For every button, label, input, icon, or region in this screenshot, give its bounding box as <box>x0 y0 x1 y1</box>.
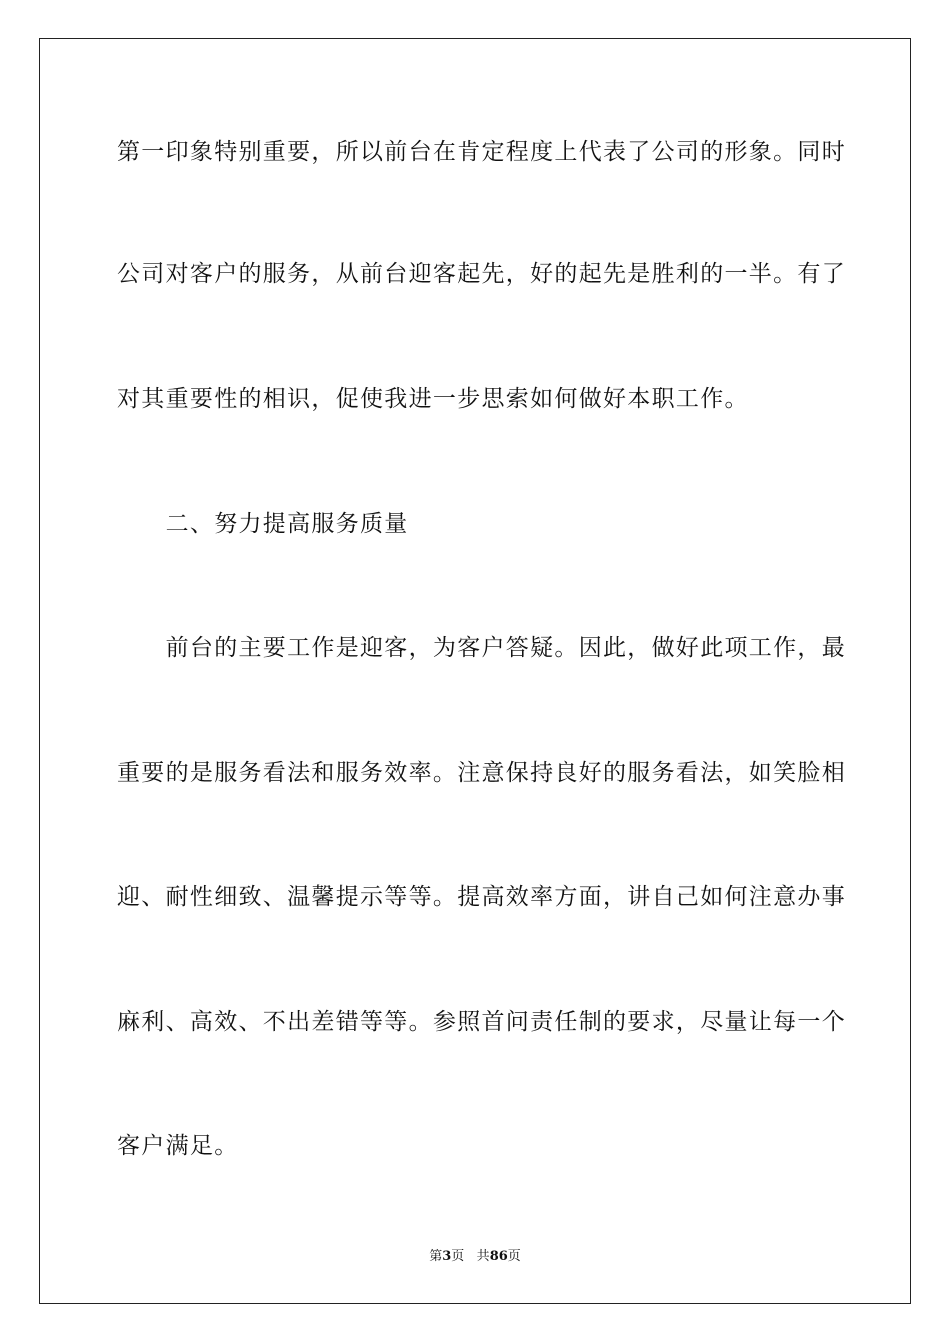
text-line-2: 公司对客户的服务，从前台迎客起先，好的起先是胜利的一半。有了 <box>117 261 846 287</box>
footer-page-prefix: 第 <box>429 1249 443 1264</box>
footer-total-suffix: 页 <box>507 1249 521 1264</box>
page-footer <box>0 1248 950 1266</box>
text-line-3: 对其重要性的相识，促使我进一步思索如何做好本职工作。 <box>117 386 749 412</box>
footer-page-suffix: 页 <box>451 1249 465 1264</box>
text-line-6: 重要的是服务看法和服务效率。注意保持良好的服务看法，如笑脸相 <box>117 760 846 786</box>
page-border <box>39 38 911 1304</box>
footer-total-prefix: 共 <box>476 1249 490 1264</box>
text-line-1: 第一印象特别重要，所以前台在肯定程度上代表了公司的形象。同时 <box>117 139 846 165</box>
section-heading: 二、努力提高服务质量 <box>117 511 409 537</box>
footer-total-pages: 86 <box>489 1249 508 1264</box>
text-line-9: 客户满足。 <box>117 1133 239 1159</box>
text-line-7: 迎、耐性细致、温馨提示等等。提高效率方面，讲自己如何注意办事 <box>117 884 846 910</box>
text-line-5: 前台的主要工作是迎客，为客户答疑。因此，做好此项工作，最 <box>117 635 846 661</box>
footer-page-number: 3 <box>442 1249 452 1264</box>
text-line-8: 麻利、高效、不出差错等等。参照首问责任制的要求，尽量让每一个 <box>117 1009 846 1035</box>
